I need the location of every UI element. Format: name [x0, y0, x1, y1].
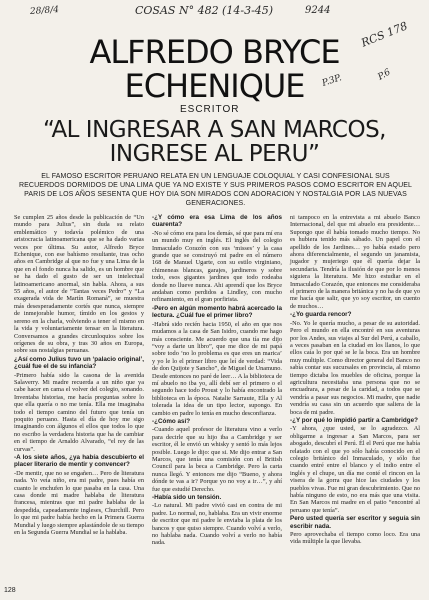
headline: “AL INGRESAR A SAN MARCOS,	[43, 117, 386, 143]
paragraph: ni tampoco en la entrevista a mi abuelo Banco Internacional, del que mi abuelo era presidente… Supongo que él había tomado mucho tiempo. No es hubiera tenido más sábado. Un papel con el apellido de los Jardines… yo había estado pero ahora diferencialmente, el segundo un janamista, jugador y mujeriego que él quería dejar la secundaria. Tendría la ilusión de que por lo menos siguiera la literatura. Me hizo estudiar en el Inmaculado Corazón, que entonces me consideraba el primero de la manera británica y no ha de que yo me hacía que salir, que yo soy escritor, un cuento de muchos…	[290, 214, 420, 310]
handwritten-code: 9244	[305, 5, 331, 16]
page-title-surname: ECHENIQUE	[124, 67, 305, 105]
paragraph: -Primero había sido la casona de la avenida Salaverry. Mi madre recuerda a un niño que ya cabe hacer en cama el volver del colegio, sonando. Inventaba historias, me hacía preguntas sobre lo que ella quería o no me tenía. Ella me imaginaba todo el tiempo camino del futuro que tenía un poquito peruano. Hasta el día de hoy me sigo imaginando con álgunos el ellos que todos lo que no escribo la verdadera historia que ha de cambiar en el tiempo de Arnaldo Alvarado, “el rey de las curvas”.	[14, 371, 144, 453]
handwritten-note: P.6	[376, 67, 393, 83]
paragraph: -Habrá sido recién hacia 1950, el año en que nos mudamos a la casa de San Isidro, cuando me hago más consciente. Me acuerdo que una tía me dijo “voy a darte un libro”, que me dice de mi papá sobre todo ‘no lo problema es que eres un marica’ y yo le lo el primer libro que leí de verdad: “Vida de don Quijote y Sancho”, de Miguel de Unamuno. Desde entonces no paré de leer… A la biblioteca de mí abuelo no iba yo, allí debí ser el primero o el segundo hace todo Proust y lo había encontrado la biblioteca en la época. Natalie Sarraute, Ella y Al tolerada la idea de un tipo lector, supongo. En cambio en padre lo tenía en mucho desconfianza.	[152, 320, 282, 417]
headline-continued: INGRESE AL PERU”	[109, 141, 320, 167]
byline: ESCRITOR	[180, 104, 240, 115]
interview-question: -¿Y por qué lo impidió partir a Cambridge?	[290, 416, 418, 424]
interview-question: -¿Cómo así?	[152, 417, 191, 425]
interview-question: -¿Yo guarda rencor?	[290, 311, 352, 319]
interview-question: -A los siete años, ¿ya había descubierto el placer literario de mentir y convencer?	[14, 454, 144, 469]
paragraph: -Y ahora, ¿que usted, se lo agradezco. Al obligarme a ingresar a San Marcos, para ser abogado, descubrí el Perú. Él el Perú que me había relatado con el que yo sólo había conocido en el colegio británico del Inmaculado, y sólo fue cuando entré entre el blanco y el indio entre el inglés y el chupe, un día me conté el rincon en la visera de la gorra que hice las ciudades y los pueblos vivas. Fue mi gran descubrimiento. Que no había ninguno de esto, no era más que una visita. En San Marcos mi madre en el patio “encontré al peruano que tenía”.	[290, 425, 420, 514]
handwritten-date: 28/8/4	[29, 5, 60, 17]
page-number: 128	[4, 587, 16, 594]
paragraph: -Lo natural. Mi padre vivió casi en contra de mi padre. Lo normal, no, hablaba. Era un vivir enorme de escritor que mi padre le enviaba la plata de los bancos y que quiso siempre. Cuando volví a verlo, no hablaba nada. Cuando volví a verlo no había nada.	[152, 502, 282, 547]
interview-question: -Había sido un tensión.	[152, 494, 222, 502]
interview-question: Pero usted quería ser escritor y seguía sin escribir nada.	[290, 515, 420, 530]
interview-question: -Pero en algún momento habrá acercado la lectura. ¿Cuál fue el primer libro?	[152, 304, 282, 320]
page-title: ALFREDO BRYCE	[89, 33, 340, 71]
paragraph: -No. Yo le quería mucho, a pesar de su autoridad. Pero el mundo en ella encontré en sus aventuras por los Andes, sus viajes al Sur del Perú, a caballo, a veces pasaban en la ciudad en los llanos, lo que ellos caía lo por qué se le la boca. Era un hombre muy multiple. Como director general del Banco no sabía contar sus sucursales en provincia, al mismo tiempo dictaba los muebles de oficina, porque la agricultura necesitaba una persona que no se encuadrara, a pesar de la caridad, a todos que se vendría a pasar sus negocios. Mi madre, que nadie vendría su casa sin un acuerdo que saliera de la boca de mi padre.	[290, 319, 420, 416]
paragraph: -No sé cómo era para los demás, sé que para mí era un mundo muy en inglés. El inglés del colegio Inmaculado Corazón con sus ‘misses’ y la casa grande que se construyó mi padre en el número 168 de Manuel Ugarte, con su estilo virginiano, chimeneas blancas, garajes, jardineros y sobre todo, esos gigantes jardines que todo rodeaba donde no llueve nunca. Ahi aprendí que los Bryce andaban como perdidos a Lindley, con mucho refinamiento, en el gran porfirista.	[152, 229, 282, 304]
paragraph: -De mentir, que no se engañen… Pero de literatura nada. Yo veía niño, era mi padre, pues había en cuanto le enchufen lo que pasaba en la casa. Una casa donde mi madre hablaba de literatura francesa, mientras que mi padre hablaba de la despedida, capeadamente ingleses, Churchill. Pero lo que mi padre había hecho en la Primera Guerra Mundial y luego siempre aplastándole de su tiempo en la Segunda Guerra Mundial se la hablaba.	[14, 469, 144, 537]
interview-question: ¿Así como Julius tuvo un ‘palacio original’, ¿cuál fue el de su infancia?	[14, 355, 144, 371]
paragraph: Pero aprovechaba el tiempo como loco. Era una vida múltiple la que llevaba.	[290, 531, 420, 546]
handwritten-note: P.3P.	[320, 73, 343, 89]
paragraph: -Cuando aquel profesor de literatura vino a verlo para decirle que su hijo iba a Cambridge y ser escritor, él le envió un whisky y sentó lo más lejos posible. Luego le dijo: que si. Me dijo entrar a San Marcos, que tenía una comisión con el British Council para la beca a Cambridge. Pero la carta nunca llegó. Y entonces me dijo “Bueno, y ahora dónde te vas a ir? Porque yo no voy a ir…”, y ahí fue que estudié Derecho.	[152, 426, 282, 493]
handwritten-source: COSAS N° 482 (14-3-45)	[135, 4, 274, 17]
article-body	[14, 214, 420, 586]
paragraph: Se cumplen 25 años desde la publicación de “Un mundo para Julius”, sin duda su relato emblemático y todavía polémico de una aristocracia latinoamericana que se ha dado varias veces por última. Su autor, Alfredo Bryce Echenique, con ese bahísmo resultante, tras ocho años en Cambridge al que no fue y una Lima de la que en el fondo nunca ha salido, es un hombre que se ha dado el gusto de ser un intelectual latinoamericano anormal, sin habla. Ahora, a sus 55 años, el autor de “Tantas veces Pedro” y “La exagerada vida de Martín Romaná”, se muestra más desesperadamente cortés que nunca, siempre de inmejorable humor, tímido en los gestos y sereno en la charla, volviendo a tener el mismo en la vida y voluntariamente tensar en la literatura. Conversamos a grandes circunloquios sobre los orígenes de su obra, y tras 30 años en Europa, sobre sus nostalgias peruanas.	[14, 214, 144, 355]
standfirst: EL FAMOSO ESCRITOR PERUANO RELATA EN UN LENGUAJE COLOQUIAL Y CASI CONFESIONAL SUS RECUERDOS DORMIDOS DE UNA LIMA QUE YA NO EXISTE Y SUS PRIMEROS PASOS COMO ESCRITOR EN AQUEL PARIS DE LOS AÑOS SESENTA QUE HOY DIA SON MIRADOS CON ADORACION Y NOSTALGIA POR LAS NUEVAS GENERACIONES.	[18, 173, 413, 207]
interview-question: -¿Y cómo era esa Lima de los años cuarenta?	[152, 214, 282, 229]
handwritten-ref: RCS 178	[359, 19, 410, 50]
